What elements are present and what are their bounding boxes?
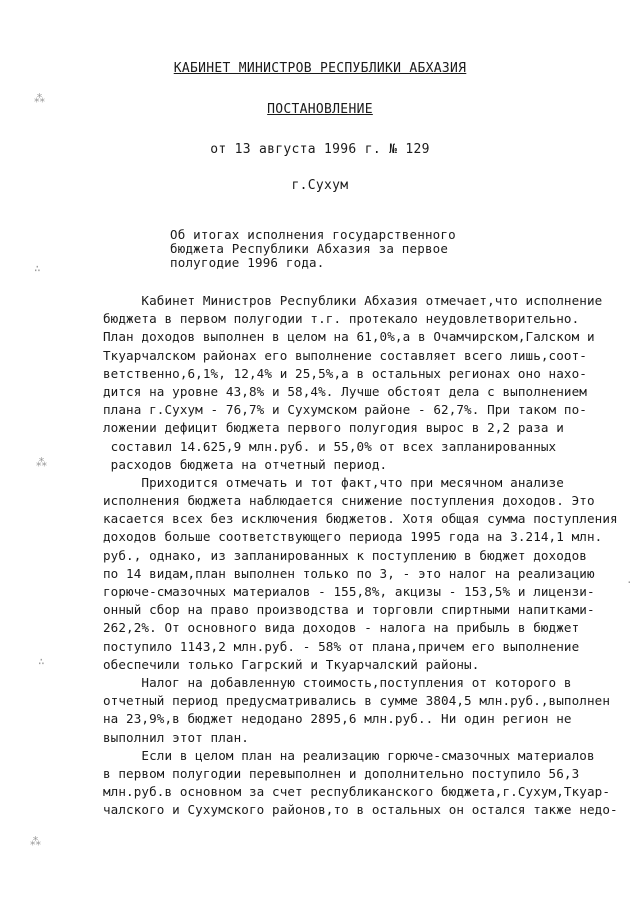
- body-line: дится на уровне 43,8% и 58,4%. Лучше обстоят дела с выполнением: [103, 383, 587, 399]
- document-type: ПОСТАНОВЛЕНИЕ: [267, 102, 373, 117]
- body-line: исполнения бюджета наблюдается снижение поступления доходов. Это: [103, 493, 595, 509]
- body-line: Приходится отмечать и тот факт,что при месячном анализе: [103, 474, 564, 490]
- body-line: онный сбор на право производства и торговли спиртными напитками-: [103, 602, 595, 618]
- body-line: касается всех без исключения бюджетов. Хотя общая сумма поступления: [103, 511, 618, 527]
- body-line: 262,2%. От основного вида доходов - налога на прибыль в бюджет: [103, 620, 580, 636]
- body-line: горюче-смазочных материалов - 155,8%, акцизы - 153,5% и лицензи-: [103, 584, 595, 599]
- organization-title: КАБИНЕТ МИНИСТРОВ РЕСПУБЛИКИ АБХАЗИЯ: [173, 61, 467, 76]
- body-line: расходов бюджета на отчетный период.: [103, 456, 388, 472]
- margin-mark: ∴: [38, 655, 45, 668]
- body-line: Ткуарчалском районах его выполнение составляет всего лишь,соот-: [103, 347, 587, 363]
- margin-mark: ⁂: [36, 456, 47, 469]
- body-line: обеспечили только Гагрский и Ткуарчалский районы.: [103, 656, 480, 672]
- body-line: плана г.Сухум - 76,7% и Сухумском районе - 62,7%. При таком по-: [103, 402, 587, 418]
- body-line: отчетный период предусматривались в сумме 3804,5 млн.руб.,выполнен: [103, 693, 611, 709]
- body-line: Если в целом план на реализацию горюче-смазочных материалов: [103, 747, 595, 763]
- body-line: чалского и Сухумского районов,то в остальных он остался также недо-: [103, 802, 618, 818]
- body-line: ложении дефицит бюджета первого полугодия вырос в 2,2 раза и: [103, 420, 564, 436]
- margin-mark: ·: [626, 576, 633, 589]
- body-line: Налог на добавленную стоимость,поступления от которого в: [103, 674, 572, 690]
- body-line: бюджета в первом полугодии т.г. протекало неудовлетворительно.: [103, 311, 580, 327]
- margin-mark: ⁂: [30, 835, 41, 848]
- body-line: по 14 видам,план выполнен только по 3, - это налог на реализацию: [103, 565, 595, 581]
- body-line: План доходов выполнен в целом на 61,0%,а в Очамчирском,Галском и: [103, 329, 595, 345]
- date-and-number: от 13 августа 1996 г. № 129: [210, 142, 430, 157]
- body-line: в первом полугодии перевыполнен и дополнительно поступило 56,3: [103, 765, 580, 781]
- city: г.Сухум: [291, 178, 349, 193]
- subject-line: полугодие 1996 года.: [170, 255, 325, 270]
- body-line: на 23,9%,в бюджет недодано 2895,6 млн.руб.. Ни один регион не: [103, 711, 572, 727]
- body-line: руб., однако, из запланированных к поступлению в бюджет доходов: [103, 547, 587, 563]
- margin-mark: ⁂: [34, 92, 45, 105]
- body-line: Кабинет Министров Республики Абхазия отмечает,что исполнение: [103, 293, 603, 308]
- subject-line: Об итогах исполнения государственного: [170, 227, 456, 242]
- subject-line: бюджета Республики Абхазия за первое: [170, 241, 449, 256]
- body-line: поступило 1143,2 млн.руб. - 58% от плана,причем его выполнение: [103, 638, 580, 654]
- document-body: [103, 292, 633, 819]
- body-line: млн.руб.в основном за счет республиканского бюджета,г.Сухум,Ткуар-: [103, 784, 611, 800]
- body-line: ветственно,6,1%, 12,4% и 25,5%,а в остальных регионах оно нахо-: [103, 365, 587, 381]
- body-line: составил 14.625,9 млн.руб. и 55,0% от всех запланированных: [103, 438, 557, 454]
- margin-mark: ∴: [34, 262, 41, 275]
- body-line: выполнил этот план.: [103, 729, 249, 745]
- body-line: доходов больше соответствующего периода 1995 года на 3.214,1 млн.: [103, 529, 603, 545]
- document-subject: [170, 228, 456, 270]
